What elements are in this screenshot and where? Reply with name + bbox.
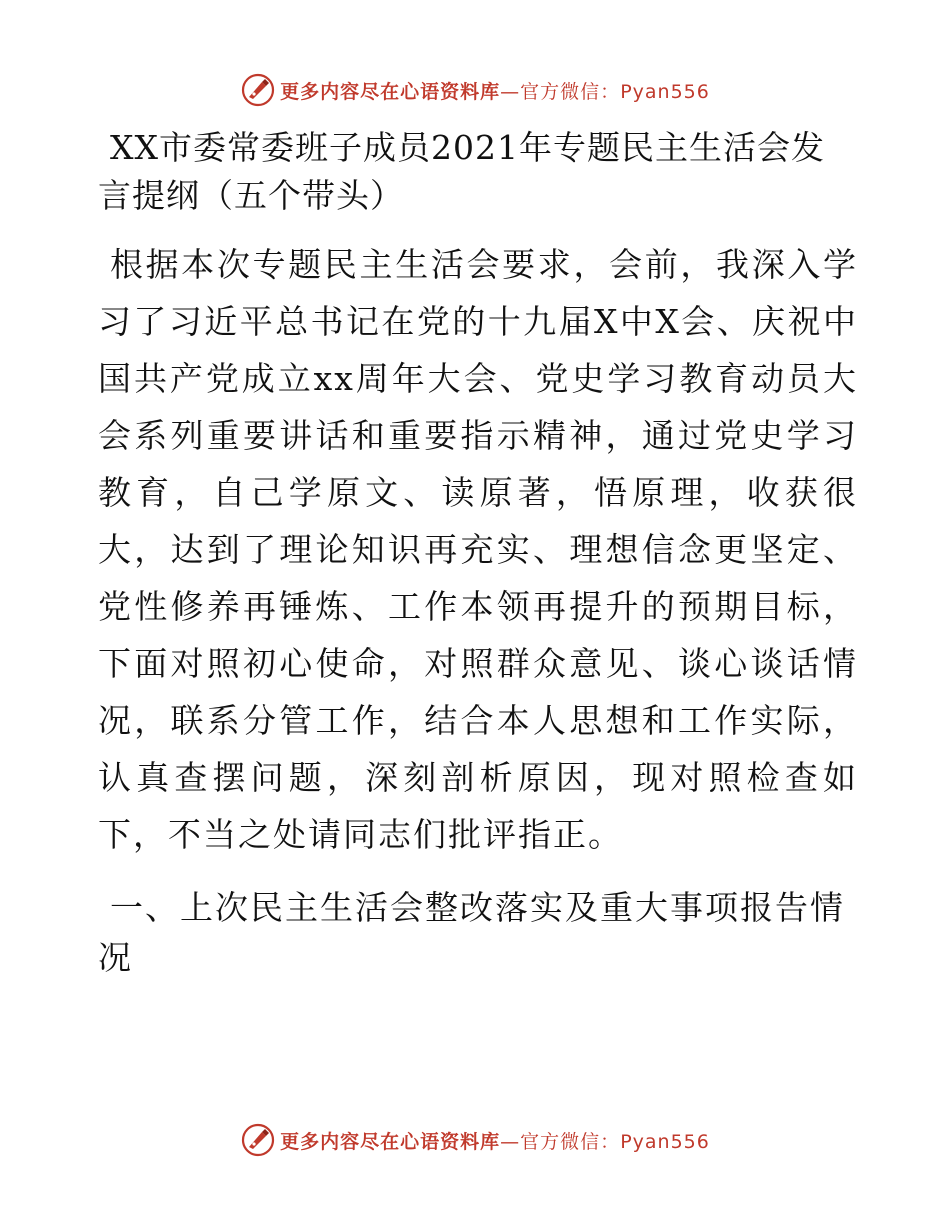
- section-1-heading: 一、上次民主生活会整改落实及重大事项报告情况: [98, 888, 845, 977]
- header-banner-content: [240, 72, 710, 108]
- banner-separator: —: [500, 1130, 521, 1153]
- header-banner: [0, 70, 950, 110]
- document-body: [98, 124, 858, 983]
- intro-paragraph: 根据本次专题民主生活会要求，会前，我深入学习了习近平总书记在党的十九届X中X会、庆祝中国共产党成立xx周年大会、党史学习教育动员大会系列重要讲话和重要指示精神，通过党史学习教育，自己学原文、读原著，悟原理，收获很大，达到了理论知识再充实、理想信念更坚定、党性修养再锤炼、工作本领再提升的预期目标，下面对照初心使命，对照群众意见、谈心谈话情况，联系分管工作，结合本人思想和工作实际，认真查摆问题，深刻剖析原因，现对照检查如下，不当之处请同志们批评指正。: [98, 245, 858, 854]
- banner-text: [280, 77, 710, 104]
- banner-wechat-id: Pyan556: [620, 80, 710, 103]
- banner-main-text: 更多内容尽在心语资料库: [280, 1130, 501, 1153]
- banner-text: [280, 1127, 710, 1154]
- footer-banner: [0, 1120, 950, 1160]
- banner-separator: —: [500, 80, 521, 103]
- pen-nib-logo-icon: [240, 1122, 276, 1158]
- banner-main-text: 更多内容尽在心语资料库: [280, 80, 501, 103]
- banner-wechat-id: Pyan556: [620, 1130, 710, 1153]
- document-title: XX市委常委班子成员2021年专题民主生活会发言提纲（五个带头）: [98, 128, 825, 215]
- banner-wechat-label: 官方微信：: [520, 1130, 621, 1153]
- footer-banner-content: [240, 1122, 710, 1158]
- pen-nib-logo-icon: [240, 72, 276, 108]
- banner-wechat-label: 官方微信：: [520, 80, 621, 103]
